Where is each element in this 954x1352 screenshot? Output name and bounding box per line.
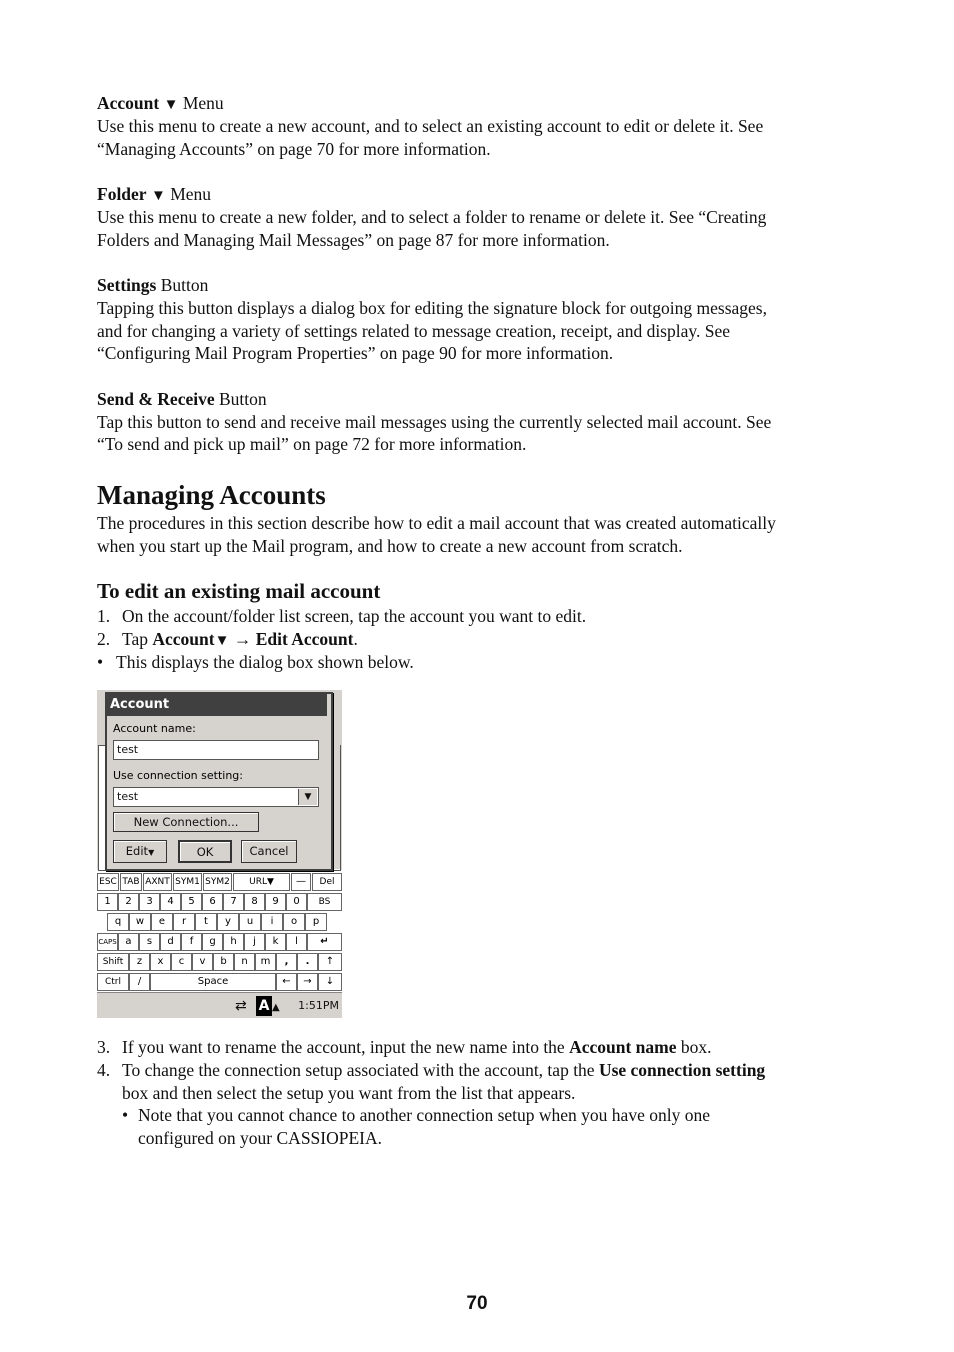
- input-mode-arrow-icon: ▲: [272, 1002, 280, 1013]
- edit-account-heading: To edit an existing mail account: [97, 579, 381, 603]
- step-3: [97, 1036, 712, 1059]
- key-g[interactable]: g: [202, 933, 223, 951]
- key-2[interactable]: 2: [118, 893, 139, 911]
- managing-desc-2: when you start up the Mail program, and how to create a new account from scratch.: [97, 536, 683, 556]
- key-dash[interactable]: —: [291, 873, 311, 891]
- settings-desc-1: Tapping this button displays a dialog box for editing the signature block for outgoing messages,: [97, 298, 767, 318]
- key-caps[interactable]: CAPS: [97, 933, 118, 951]
- key-down-arrow[interactable]: ↓: [318, 973, 342, 991]
- taskbar: [97, 992, 342, 1018]
- key-del[interactable]: Del: [312, 873, 342, 891]
- key-period[interactable]: .: [297, 953, 318, 971]
- account-menu-desc-2: “Managing Accounts” on page 70 for more information.: [97, 139, 491, 159]
- connection-setting-select[interactable]: [113, 787, 319, 807]
- send-receive-heading: [97, 388, 267, 411]
- edit-dropdown-icon: ▼: [148, 848, 155, 857]
- key-m[interactable]: m: [255, 953, 276, 971]
- dropdown-triangle-icon: ▼: [214, 633, 230, 649]
- key-0[interactable]: 0: [286, 893, 307, 911]
- account-name-ref: Account name: [569, 1037, 677, 1057]
- settings-title: Settings: [97, 275, 157, 295]
- edit-account-ref: Edit Account: [255, 629, 354, 649]
- account-menu-ref: Account: [152, 629, 215, 649]
- step-4-line-2: box and then select the setup you want from the list that appears.: [122, 1083, 576, 1103]
- arrow-icon: →: [233, 629, 252, 649]
- step-text: If you want to rename the account, input the new name into the: [122, 1037, 565, 1057]
- step-end: .: [353, 629, 358, 649]
- account-menu-title: Account: [97, 93, 160, 113]
- key-7[interactable]: 7: [223, 893, 244, 911]
- connection-setting-ref: Use connection setting: [598, 1060, 766, 1080]
- note-text-1: Note that you cannot chance to another connection setup when you have only one: [138, 1105, 710, 1125]
- key-url[interactable]: URL▼: [233, 873, 290, 891]
- input-mode-icon: A: [256, 996, 272, 1016]
- key-f[interactable]: f: [181, 933, 202, 951]
- key-s[interactable]: s: [139, 933, 160, 951]
- key-right-arrow[interactable]: →: [297, 973, 318, 991]
- settings-suffix: Button: [160, 275, 209, 295]
- key-u[interactable]: u: [239, 913, 261, 931]
- key-j[interactable]: j: [244, 933, 265, 951]
- step-end: box.: [680, 1037, 712, 1057]
- key-x[interactable]: x: [150, 953, 171, 971]
- bullet-dialog-shown: [97, 651, 414, 674]
- settings-button-heading: [97, 274, 208, 297]
- connection-icon[interactable]: ⇄: [235, 998, 247, 1014]
- dialog-title: Account: [107, 694, 327, 716]
- key-w[interactable]: w: [129, 913, 151, 931]
- key-tab[interactable]: TAB: [120, 873, 142, 891]
- key-y[interactable]: y: [217, 913, 239, 931]
- dropdown-arrow-icon[interactable]: ▼: [298, 789, 317, 805]
- folder-menu-desc-1: Use this menu to create a new folder, and to select a folder to rename or delete it. See “Creating: [97, 207, 767, 227]
- settings-desc-3: “Configuring Mail Program Properties” on page 90 for more information.: [97, 343, 614, 363]
- key-ctrl[interactable]: Ctrl: [97, 973, 129, 991]
- key-t[interactable]: t: [195, 913, 217, 931]
- key-o[interactable]: o: [283, 913, 305, 931]
- key-d[interactable]: d: [160, 933, 181, 951]
- ok-button[interactable]: OK: [178, 840, 232, 863]
- account-menu-desc-1: Use this menu to create a new account, and to select an existing account to edit or delete it. See: [97, 116, 764, 136]
- step-text: On the account/folder list screen, tap the account you want to edit.: [122, 606, 587, 626]
- key-c[interactable]: c: [171, 953, 192, 971]
- key-4[interactable]: 4: [160, 893, 181, 911]
- key-l[interactable]: l: [286, 933, 307, 951]
- folder-menu-suffix: Menu: [170, 184, 212, 204]
- key-i[interactable]: i: [261, 913, 283, 931]
- key-left-arrow[interactable]: ←: [276, 973, 297, 991]
- new-connection-button[interactable]: New Connection...: [113, 812, 259, 832]
- dropdown-triangle-icon: ▼: [150, 188, 166, 204]
- key-b[interactable]: b: [213, 953, 234, 971]
- note-bullet: [122, 1104, 710, 1127]
- key-k[interactable]: k: [265, 933, 286, 951]
- key-sym1[interactable]: SYM1: [173, 873, 202, 891]
- step-4: [97, 1059, 765, 1082]
- cancel-button[interactable]: Cancel: [241, 840, 297, 863]
- bullet-icon: •: [122, 1105, 129, 1125]
- note-text-2: configured on your CASSIOPEIA.: [138, 1128, 383, 1148]
- step-1: [97, 605, 586, 628]
- send-receive-suffix: Button: [219, 389, 267, 409]
- key-v[interactable]: v: [192, 953, 213, 971]
- clock: 1:51PM: [298, 999, 339, 1012]
- key-6[interactable]: 6: [202, 893, 223, 911]
- folder-menu-heading: [97, 183, 211, 208]
- send-receive-desc-2: “To send and pick up mail” on page 72 for more information.: [97, 434, 527, 454]
- key-sym2[interactable]: SYM2: [203, 873, 232, 891]
- key-esc[interactable]: ESC: [97, 873, 119, 891]
- send-receive-desc-1: Tap this button to send and receive mail messages using the currently selected mail account. See: [97, 412, 772, 432]
- device-screenshot: [97, 690, 342, 1018]
- key-r[interactable]: r: [173, 913, 195, 931]
- edit-button[interactable]: [113, 840, 167, 863]
- account-dialog: [105, 692, 333, 871]
- key-axnt[interactable]: AXNT: [143, 873, 172, 891]
- step-2: [97, 628, 358, 653]
- input-method-indicator[interactable]: [256, 996, 288, 1016]
- step-number: 1.: [97, 606, 111, 626]
- key-p[interactable]: p: [305, 913, 327, 931]
- key-shift[interactable]: Shift: [97, 953, 129, 971]
- folder-menu-title: Folder: [97, 184, 147, 204]
- step-number: 3.: [97, 1037, 111, 1057]
- account-menu-suffix: Menu: [182, 93, 224, 113]
- key-8[interactable]: 8: [244, 893, 265, 911]
- key-slash[interactable]: /: [129, 973, 150, 991]
- key-a[interactable]: a: [118, 933, 139, 951]
- bullet-icon: •: [97, 652, 104, 672]
- settings-desc-2: and for changing a variety of settings related to message creation, receipt, and display. See: [97, 321, 731, 341]
- account-name-label: Account name:: [113, 722, 196, 735]
- key-h[interactable]: h: [223, 933, 244, 951]
- key-q[interactable]: q: [107, 913, 129, 931]
- key-3[interactable]: 3: [139, 893, 160, 911]
- key-1[interactable]: 1: [97, 893, 118, 911]
- key-backspace[interactable]: BS: [307, 893, 342, 911]
- connection-setting-value: test: [117, 790, 139, 803]
- key-9[interactable]: 9: [265, 893, 286, 911]
- key-5[interactable]: 5: [181, 893, 202, 911]
- account-name-input[interactable]: test: [113, 740, 319, 760]
- key-e[interactable]: e: [151, 913, 173, 931]
- dropdown-triangle-icon: ▼: [163, 97, 179, 113]
- account-menu-heading: [97, 92, 224, 117]
- bullet-text: This displays the dialog box shown below.: [116, 652, 414, 672]
- key-comma[interactable]: ,: [276, 953, 297, 971]
- page-number: 70: [466, 1293, 488, 1314]
- key-z[interactable]: z: [129, 953, 150, 971]
- step-text: To change the connection setup associated with the account, tap the: [122, 1060, 595, 1080]
- managing-accounts-heading: Managing Accounts: [97, 480, 326, 510]
- key-n[interactable]: n: [234, 953, 255, 971]
- step-number: 2.: [97, 629, 111, 649]
- connection-setting-label: Use connection setting:: [113, 769, 243, 782]
- send-receive-title: Send & Receive: [97, 389, 215, 409]
- step-text: Tap: [122, 629, 148, 649]
- edit-button-label: Edit: [125, 844, 149, 858]
- key-enter[interactable]: ↵: [307, 933, 342, 951]
- folder-menu-desc-2: Folders and Managing Mail Messages” on page 87 for more information.: [97, 230, 610, 250]
- managing-desc-1: The procedures in this section describe how to edit a mail account that was created automatically: [97, 513, 776, 533]
- key-space[interactable]: Space: [150, 973, 276, 991]
- key-up-arrow[interactable]: ↑: [318, 953, 342, 971]
- step-number: 4.: [97, 1060, 111, 1080]
